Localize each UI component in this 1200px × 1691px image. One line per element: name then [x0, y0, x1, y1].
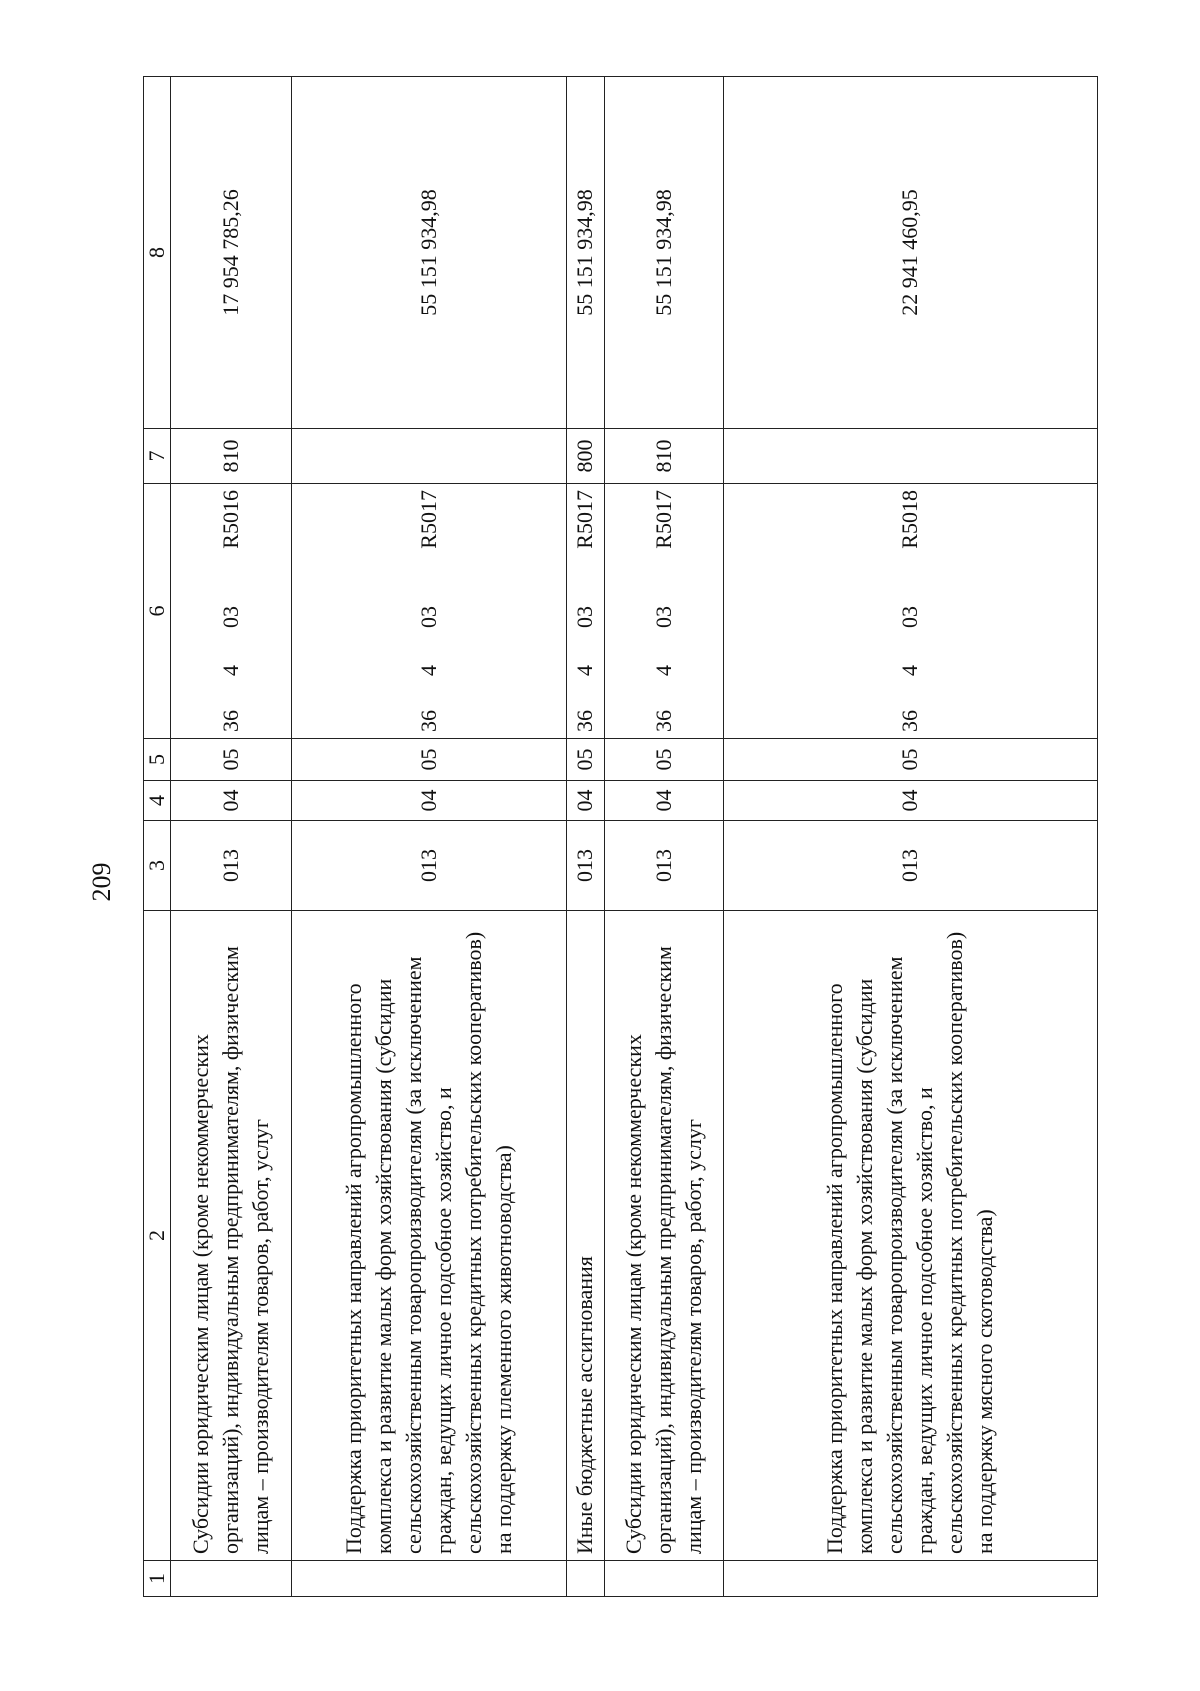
csr-program: 36 [218, 710, 244, 732]
cell-amount: 55 151 934,98 [604, 77, 723, 429]
cell-expense-type: 810 [604, 429, 723, 484]
cell-amount: 22 941 460,95 [723, 77, 1097, 429]
cell-expense-type [723, 429, 1097, 484]
header-col-4: 4 [144, 781, 171, 821]
cell-target-article [723, 484, 1097, 739]
csr-subprogram: 4 [572, 665, 598, 676]
cell-section: 04 [723, 781, 1097, 821]
header-col-7: 7 [144, 429, 171, 484]
cell-subsection: 05 [567, 739, 604, 781]
table-row [604, 77, 723, 1597]
csr-main-event: 03 [572, 606, 598, 628]
page-number: 209 [87, 862, 116, 902]
cell-ministry: 013 [567, 821, 604, 911]
header-col-6: 6 [144, 484, 171, 739]
csr-program: 36 [897, 710, 923, 732]
header-col-3: 3 [144, 821, 171, 911]
csr-main-event: 03 [218, 606, 244, 628]
table-row [292, 77, 567, 1597]
csr-direction: R5017 [416, 490, 442, 549]
table-row [723, 77, 1097, 1597]
csr-direction: R5017 [650, 490, 676, 549]
cell-description: Иные бюджетные ассигнования [567, 911, 604, 1561]
cell-target-article [567, 484, 604, 739]
csr-program: 36 [650, 710, 676, 732]
cell-section: 04 [604, 781, 723, 821]
csr-subprogram: 4 [897, 665, 923, 676]
cell-subsection: 05 [171, 739, 292, 781]
csr-program: 36 [416, 710, 442, 732]
cell-subsection: 05 [604, 739, 723, 781]
cell-col1 [567, 1561, 604, 1597]
header-col-2: 2 [144, 911, 171, 1561]
csr-main-event: 03 [650, 606, 676, 628]
csr-subprogram: 4 [218, 665, 244, 676]
cell-col1 [292, 1561, 567, 1597]
header-col-1: 1 [144, 1561, 171, 1597]
cell-description: Поддержка приоритетных направлений агропромышленного комплекса и развитие малых форм хозяйствования (субсидии сельскохозяйственным товаропроизводителям (за исключением граждан, ведущих личное подсобное хозяйство, и сельскохозяйственных кредитных потребительских кооперативов) на поддержку племенного животноводства) [292, 911, 567, 1561]
cell-col1 [723, 1561, 1097, 1597]
cell-col1 [604, 1561, 723, 1597]
cell-expense-type: 810 [171, 429, 292, 484]
header-col-5: 5 [144, 739, 171, 781]
cell-ministry: 013 [723, 821, 1097, 911]
cell-subsection: 05 [723, 739, 1097, 781]
cell-col1 [171, 1561, 292, 1597]
cell-description: Поддержка приоритетных направлений агропромышленного комплекса и развитие малых форм хозяйствования (субсидии сельскохозяйственным товаропроизводителям (за исключением граждан, ведущих личное подсобное хозяйство, и сельскохозяйственных кредитных потребительских кооперативов) на поддержку мясного скотоводства) [723, 911, 1097, 1561]
cell-section: 04 [567, 781, 604, 821]
cell-section: 04 [292, 781, 567, 821]
cell-description: Субсидии юридическим лицам (кроме некоммерческих организаций), индивидуальным предпринимателям, физическим лицам – производителям товаров, работ, услуг [604, 911, 723, 1561]
cell-ministry: 013 [171, 821, 292, 911]
csr-main-event: 03 [416, 606, 442, 628]
header-row [144, 77, 171, 1597]
cell-expense-type [292, 429, 567, 484]
cell-amount: 55 151 934,98 [292, 77, 567, 429]
cell-target-article [292, 484, 567, 739]
table-row [171, 77, 292, 1597]
cell-ministry: 013 [604, 821, 723, 911]
csr-main-event: 03 [897, 606, 923, 628]
cell-section: 04 [171, 781, 292, 821]
cell-description: Субсидии юридическим лицам (кроме некоммерческих организаций), индивидуальным предпринимателям, физическим лицам – производителям товаров, работ, услуг [171, 911, 292, 1561]
csr-direction: R5016 [218, 490, 244, 549]
table-container [143, 77, 1098, 1597]
csr-program: 36 [572, 710, 598, 732]
csr-subprogram: 4 [416, 665, 442, 676]
csr-direction: R5018 [897, 490, 923, 549]
cell-expense-type: 800 [567, 429, 604, 484]
cell-target-article [171, 484, 292, 739]
cell-subsection: 05 [292, 739, 567, 781]
csr-subprogram: 4 [650, 665, 676, 676]
table-row [567, 77, 604, 1597]
budget-table [143, 76, 1098, 1597]
cell-amount: 55 151 934,98 [567, 77, 604, 429]
csr-direction: R5017 [572, 490, 598, 549]
cell-ministry: 013 [292, 821, 567, 911]
cell-amount: 17 954 785,26 [171, 77, 292, 429]
header-col-8: 8 [144, 77, 171, 429]
cell-target-article [604, 484, 723, 739]
